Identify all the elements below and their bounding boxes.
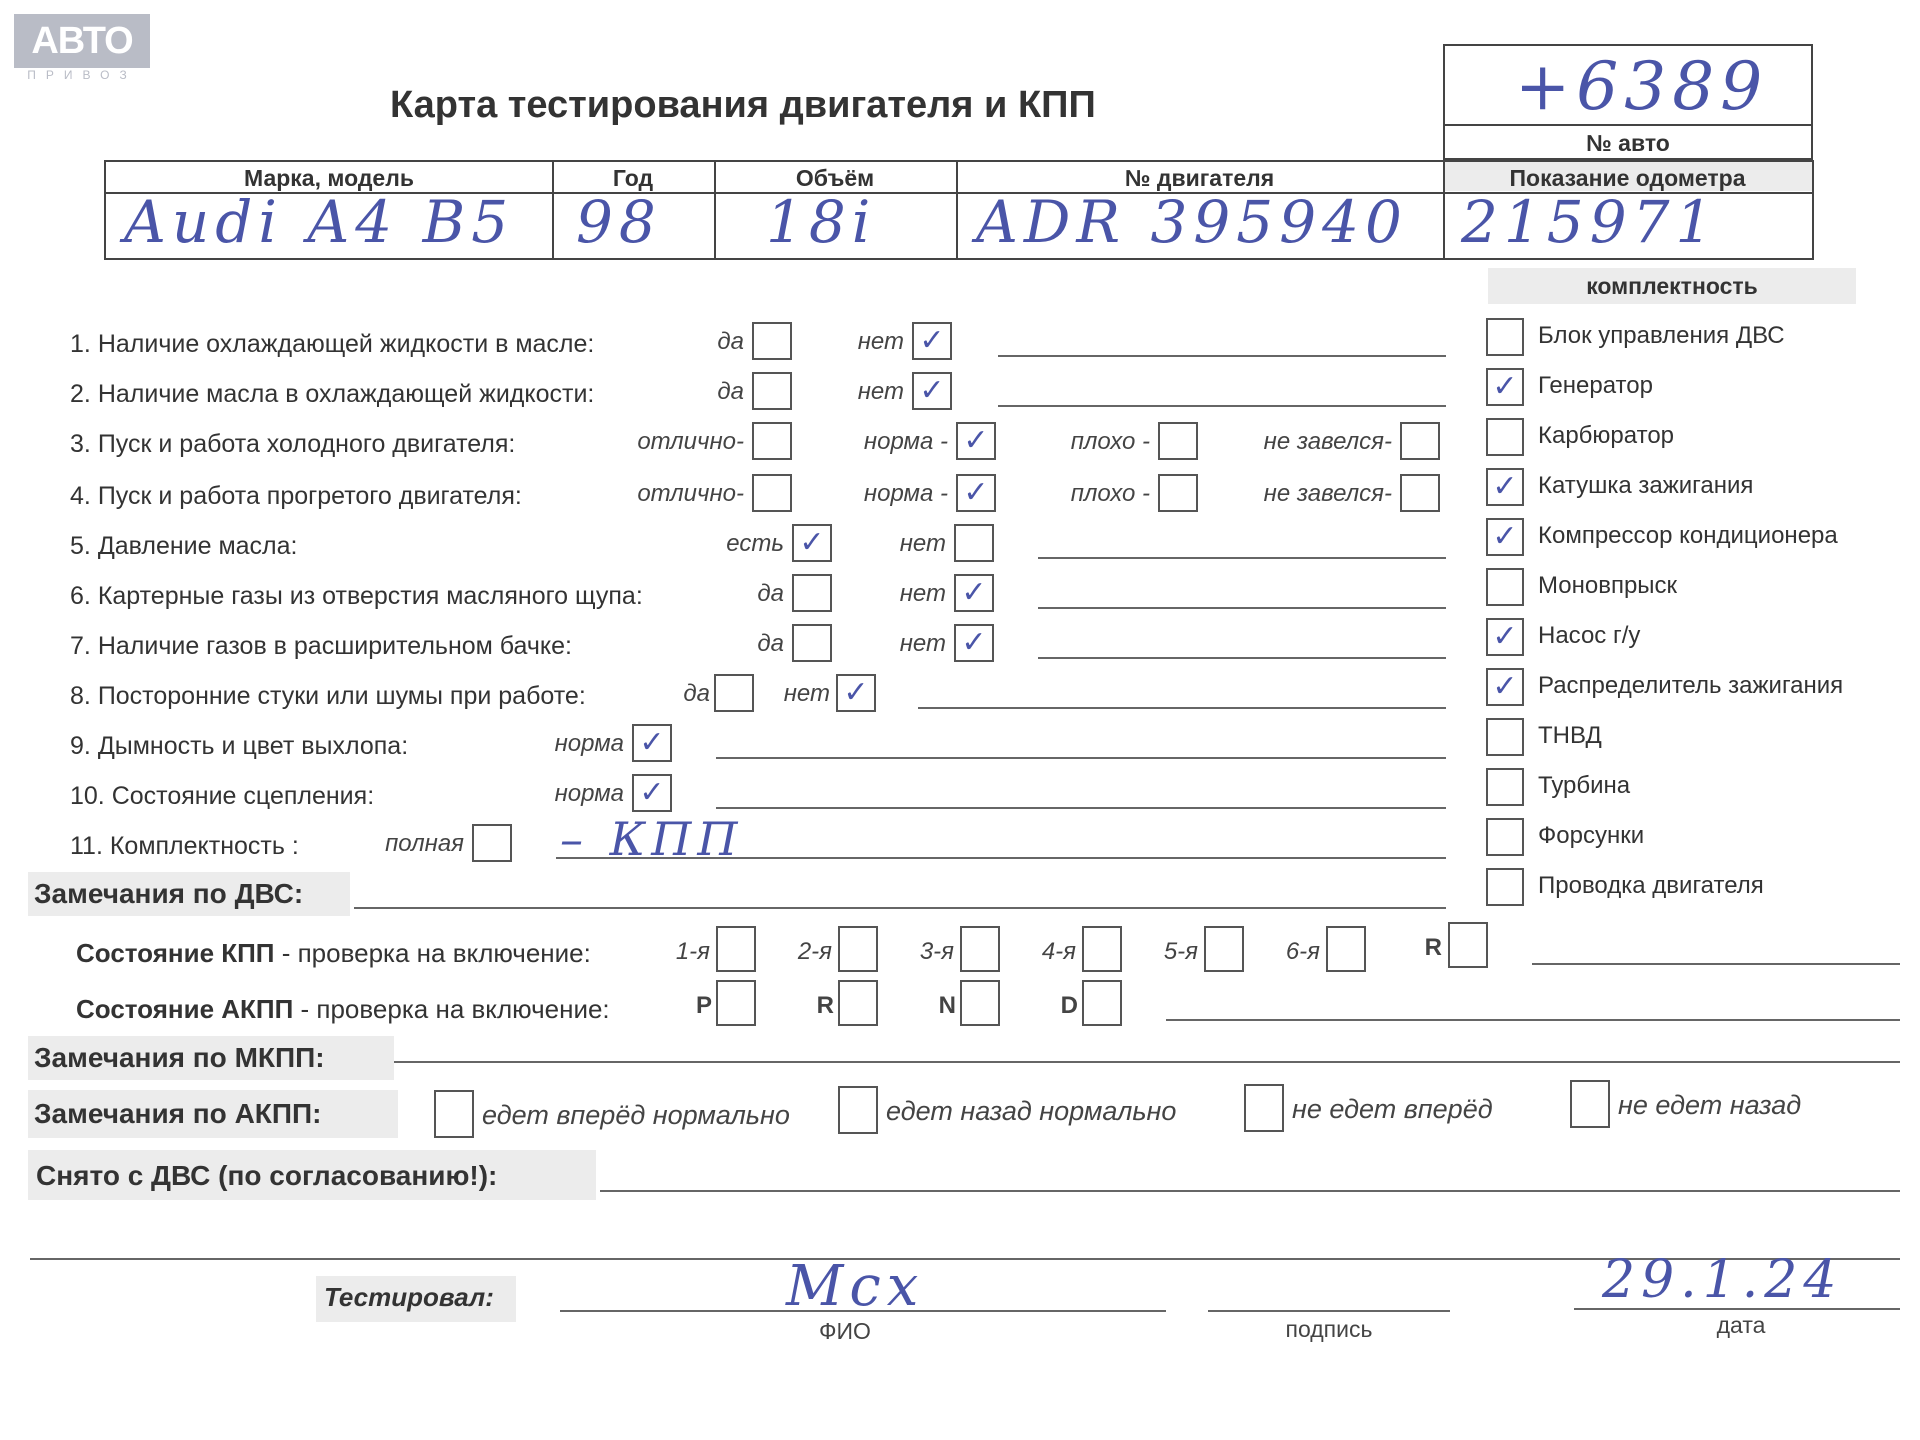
gear-label: N [938,992,956,1019]
answer-line [716,807,1446,809]
option-label: нет [783,680,830,707]
engine-number-value: ADR 395940 [976,188,1408,256]
option-label: плохо - [1070,428,1150,455]
checkbox[interactable]: ✓ [632,774,672,812]
gear-checkbox[interactable] [960,926,1000,972]
kit-checkbox[interactable]: ✓ [1486,668,1524,706]
page-title: Карта тестирования двигателя и КПП [390,84,1096,126]
fio-label: ФИО [819,1318,871,1344]
gear-checkbox[interactable] [716,980,756,1026]
gear-label: 2-я [797,938,832,965]
kit-checkbox[interactable] [1486,718,1524,756]
akpp-label: Состояние АКПП - проверка на включение: [76,994,610,1024]
gear-checkbox[interactable] [838,980,878,1026]
signature-line [1208,1310,1450,1312]
kit-checkbox[interactable]: ✓ [1486,618,1524,656]
question-4: 4. Пуск и работа прогретого двигателя: [70,482,522,510]
checkbox[interactable]: ✓ [954,574,994,612]
brand-label: Марка, модель [244,165,414,191]
kit-item-label: Компрессор кондиционера [1538,522,1838,549]
checkbox[interactable]: ✓ [956,474,996,512]
checkbox[interactable]: ✓ [912,372,952,410]
gear-checkbox[interactable] [1326,926,1366,972]
kit-checkbox[interactable]: ✓ [1486,518,1524,556]
checkbox[interactable] [792,624,832,662]
akpp-line [1166,1019,1900,1021]
checkbox[interactable] [752,474,792,512]
gear-checkbox[interactable] [1082,980,1122,1026]
gear-label: 1-я [675,938,710,965]
fio-value: Мсх [786,1254,925,1319]
question-3: 3. Пуск и работа холодного двигателя: [70,430,516,458]
kit-item-label: Насос г/у [1538,622,1641,649]
akpp-option-label: едет вперёд нормально [482,1100,790,1130]
answer-line [1038,607,1446,609]
kit-checkbox[interactable] [1486,768,1524,806]
gear-label: 5-я [1163,938,1198,965]
checkbox[interactable] [752,422,792,460]
volume-label: Объём [795,165,875,191]
tested-label: Тестировал: [324,1282,494,1312]
answer-line [998,355,1446,357]
answer-line [716,757,1446,759]
option-label: норма [554,780,624,807]
date-line [1574,1308,1900,1310]
checkbox[interactable]: ✓ [632,724,672,762]
kit-item-label: Карбюратор [1538,422,1675,449]
auto-number-value: +6389 [1515,48,1769,125]
option-label: да [683,680,710,707]
gear-label: 4-я [1041,938,1076,965]
gear-label: P [695,992,712,1019]
checkbox[interactable] [1400,422,1440,460]
option-label: нет [899,630,946,657]
checkbox[interactable]: ✓ [912,322,952,360]
header-table [104,160,1814,260]
checkbox[interactable] [472,824,512,862]
remarks-mkpp-line [394,1061,1900,1063]
gear-checkbox[interactable] [838,926,878,972]
kit-item-label: Катушка зажигания [1538,472,1754,499]
option-label: полная [385,830,464,857]
akpp-option-checkbox[interactable] [1244,1084,1284,1132]
answer-line [556,857,1446,859]
question-5: 5. Давление масла: [70,532,298,560]
odometer-value: 215971 [1461,188,1719,256]
kpp-label: Состояние КПП - проверка на включение: [76,938,591,968]
logo: АВТО [14,14,150,68]
option-label: нет [899,530,946,557]
signature-label: подпись [1285,1316,1373,1342]
checkbox[interactable]: ✓ [954,624,994,662]
gear-label: 6-я [1285,938,1320,965]
volume-value: 18i [766,188,877,256]
remarks-engine-label: Замечания по ДВС: [34,878,304,909]
kit-item-label: Турбина [1538,772,1631,799]
gear-label: R [1424,934,1442,961]
question-8: 8. Посторонние стуки или шумы при работе: [70,682,586,710]
option-label: да [717,328,744,355]
kit-checkbox[interactable]: ✓ [1486,468,1524,506]
akpp-option-label: едет назад нормально [886,1096,1177,1126]
gear-checkbox[interactable] [1204,926,1244,972]
year-value: 98 [576,188,662,256]
kit-item-label: Распределитель зажигания [1538,672,1844,699]
gear-checkbox[interactable] [960,980,1000,1026]
checkbox[interactable] [1400,474,1440,512]
brand-value: Audi A4 B5 [124,188,515,256]
option-label: отлично- [637,428,744,455]
auto-number-box [1443,44,1813,160]
option-label: норма [554,730,624,757]
date-value: 29.1.24 [1602,1250,1843,1310]
kit-item-label: ТНВД [1538,722,1602,749]
option-label: плохо - [1070,480,1150,507]
checkbox[interactable] [792,574,832,612]
removed-label: Снято с ДВС (по согласованию!): [36,1160,498,1191]
option-label: норма - [863,480,948,507]
kit-item-label: Проводка двигателя [1538,872,1764,899]
kit-item-label: Генератор [1538,372,1653,399]
option-label: отлично- [637,480,744,507]
logo-subtitle: ПРИВОЗ [27,68,137,82]
kpp-line [1532,963,1900,965]
gear-checkbox[interactable] [716,926,756,972]
gear-label: R [816,992,834,1019]
checkbox[interactable] [714,674,754,712]
gear-label: D [1060,992,1078,1019]
option-label: да [717,378,744,405]
kit-checkbox[interactable] [1486,318,1524,356]
question-1: 1. Наличие охлаждающей жидкости в масле: [70,330,595,358]
akpp-option-label: не едет назад [1618,1090,1802,1120]
remarks-akpp-label: Замечания по АКПП: [34,1098,322,1129]
kit-checkbox[interactable]: ✓ [1486,368,1524,406]
removed-line [600,1190,1900,1192]
gear-checkbox[interactable] [1082,926,1122,972]
checkbox[interactable]: ✓ [792,524,832,562]
kit-checkbox[interactable] [1486,568,1524,606]
question-11: 11. Комплектность : [70,832,299,860]
option-label: да [757,630,784,657]
question-9: 9. Дымность и цвет выхлопа: [70,732,409,760]
kit-checkbox[interactable] [1486,418,1524,456]
akpp-option-checkbox[interactable] [434,1090,474,1138]
question-7: 7. Наличие газов в расширительном бачке: [70,632,572,660]
completeness-note: – КПП [560,812,744,866]
kit-item-label: Форсунки [1538,822,1645,849]
checkbox[interactable] [752,322,792,360]
answer-line [1038,557,1446,559]
date-label: дата [1716,1312,1766,1338]
option-label: норма - [863,428,948,455]
answer-line [1038,657,1446,659]
akpp-option-checkbox[interactable] [838,1086,878,1134]
option-label: да [757,580,784,607]
akpp-option-checkbox[interactable] [1570,1080,1610,1128]
option-label: нет [857,378,904,405]
checkbox[interactable] [752,372,792,410]
akpp-option-label: не едет вперёд [1292,1094,1493,1124]
fio-line [560,1310,1166,1312]
answer-line [918,707,1446,709]
auto-number-label: № авто [1586,130,1670,156]
kit-checkbox[interactable] [1486,818,1524,856]
kit-checkbox[interactable] [1486,868,1524,906]
option-label: не завелся- [1263,428,1392,455]
gear-label: 3-я [919,938,954,965]
kit-title: комплектность [1586,273,1758,299]
question-10: 10. Состояние сцепления: [70,782,375,810]
checkbox[interactable]: ✓ [956,422,996,460]
kit-item-label: Блок управления ДВС [1538,322,1785,349]
checkbox[interactable] [1158,422,1198,460]
checkbox[interactable]: ✓ [836,674,876,712]
remarks-engine-line [354,907,1446,909]
question-6: 6. Картерные газы из отверстия масляного щупа: [70,582,643,610]
engine-number-label: № двигателя [1124,165,1275,191]
remarks-mkpp-label: Замечания по МКПП: [34,1042,325,1073]
kit-item-label: Моновпрыск [1538,572,1678,599]
question-2: 2. Наличие масла в охлаждающей жидкости: [70,380,595,408]
option-label: не завелся- [1263,480,1392,507]
checkbox[interactable] [1158,474,1198,512]
option-label: есть [726,530,784,557]
answer-line [998,405,1446,407]
odometer-label: Показание одометра [1509,165,1746,191]
year-label: Год [612,165,654,191]
gear-checkbox[interactable] [1448,922,1488,968]
option-label: нет [857,328,904,355]
option-label: нет [899,580,946,607]
checkbox[interactable] [954,524,994,562]
